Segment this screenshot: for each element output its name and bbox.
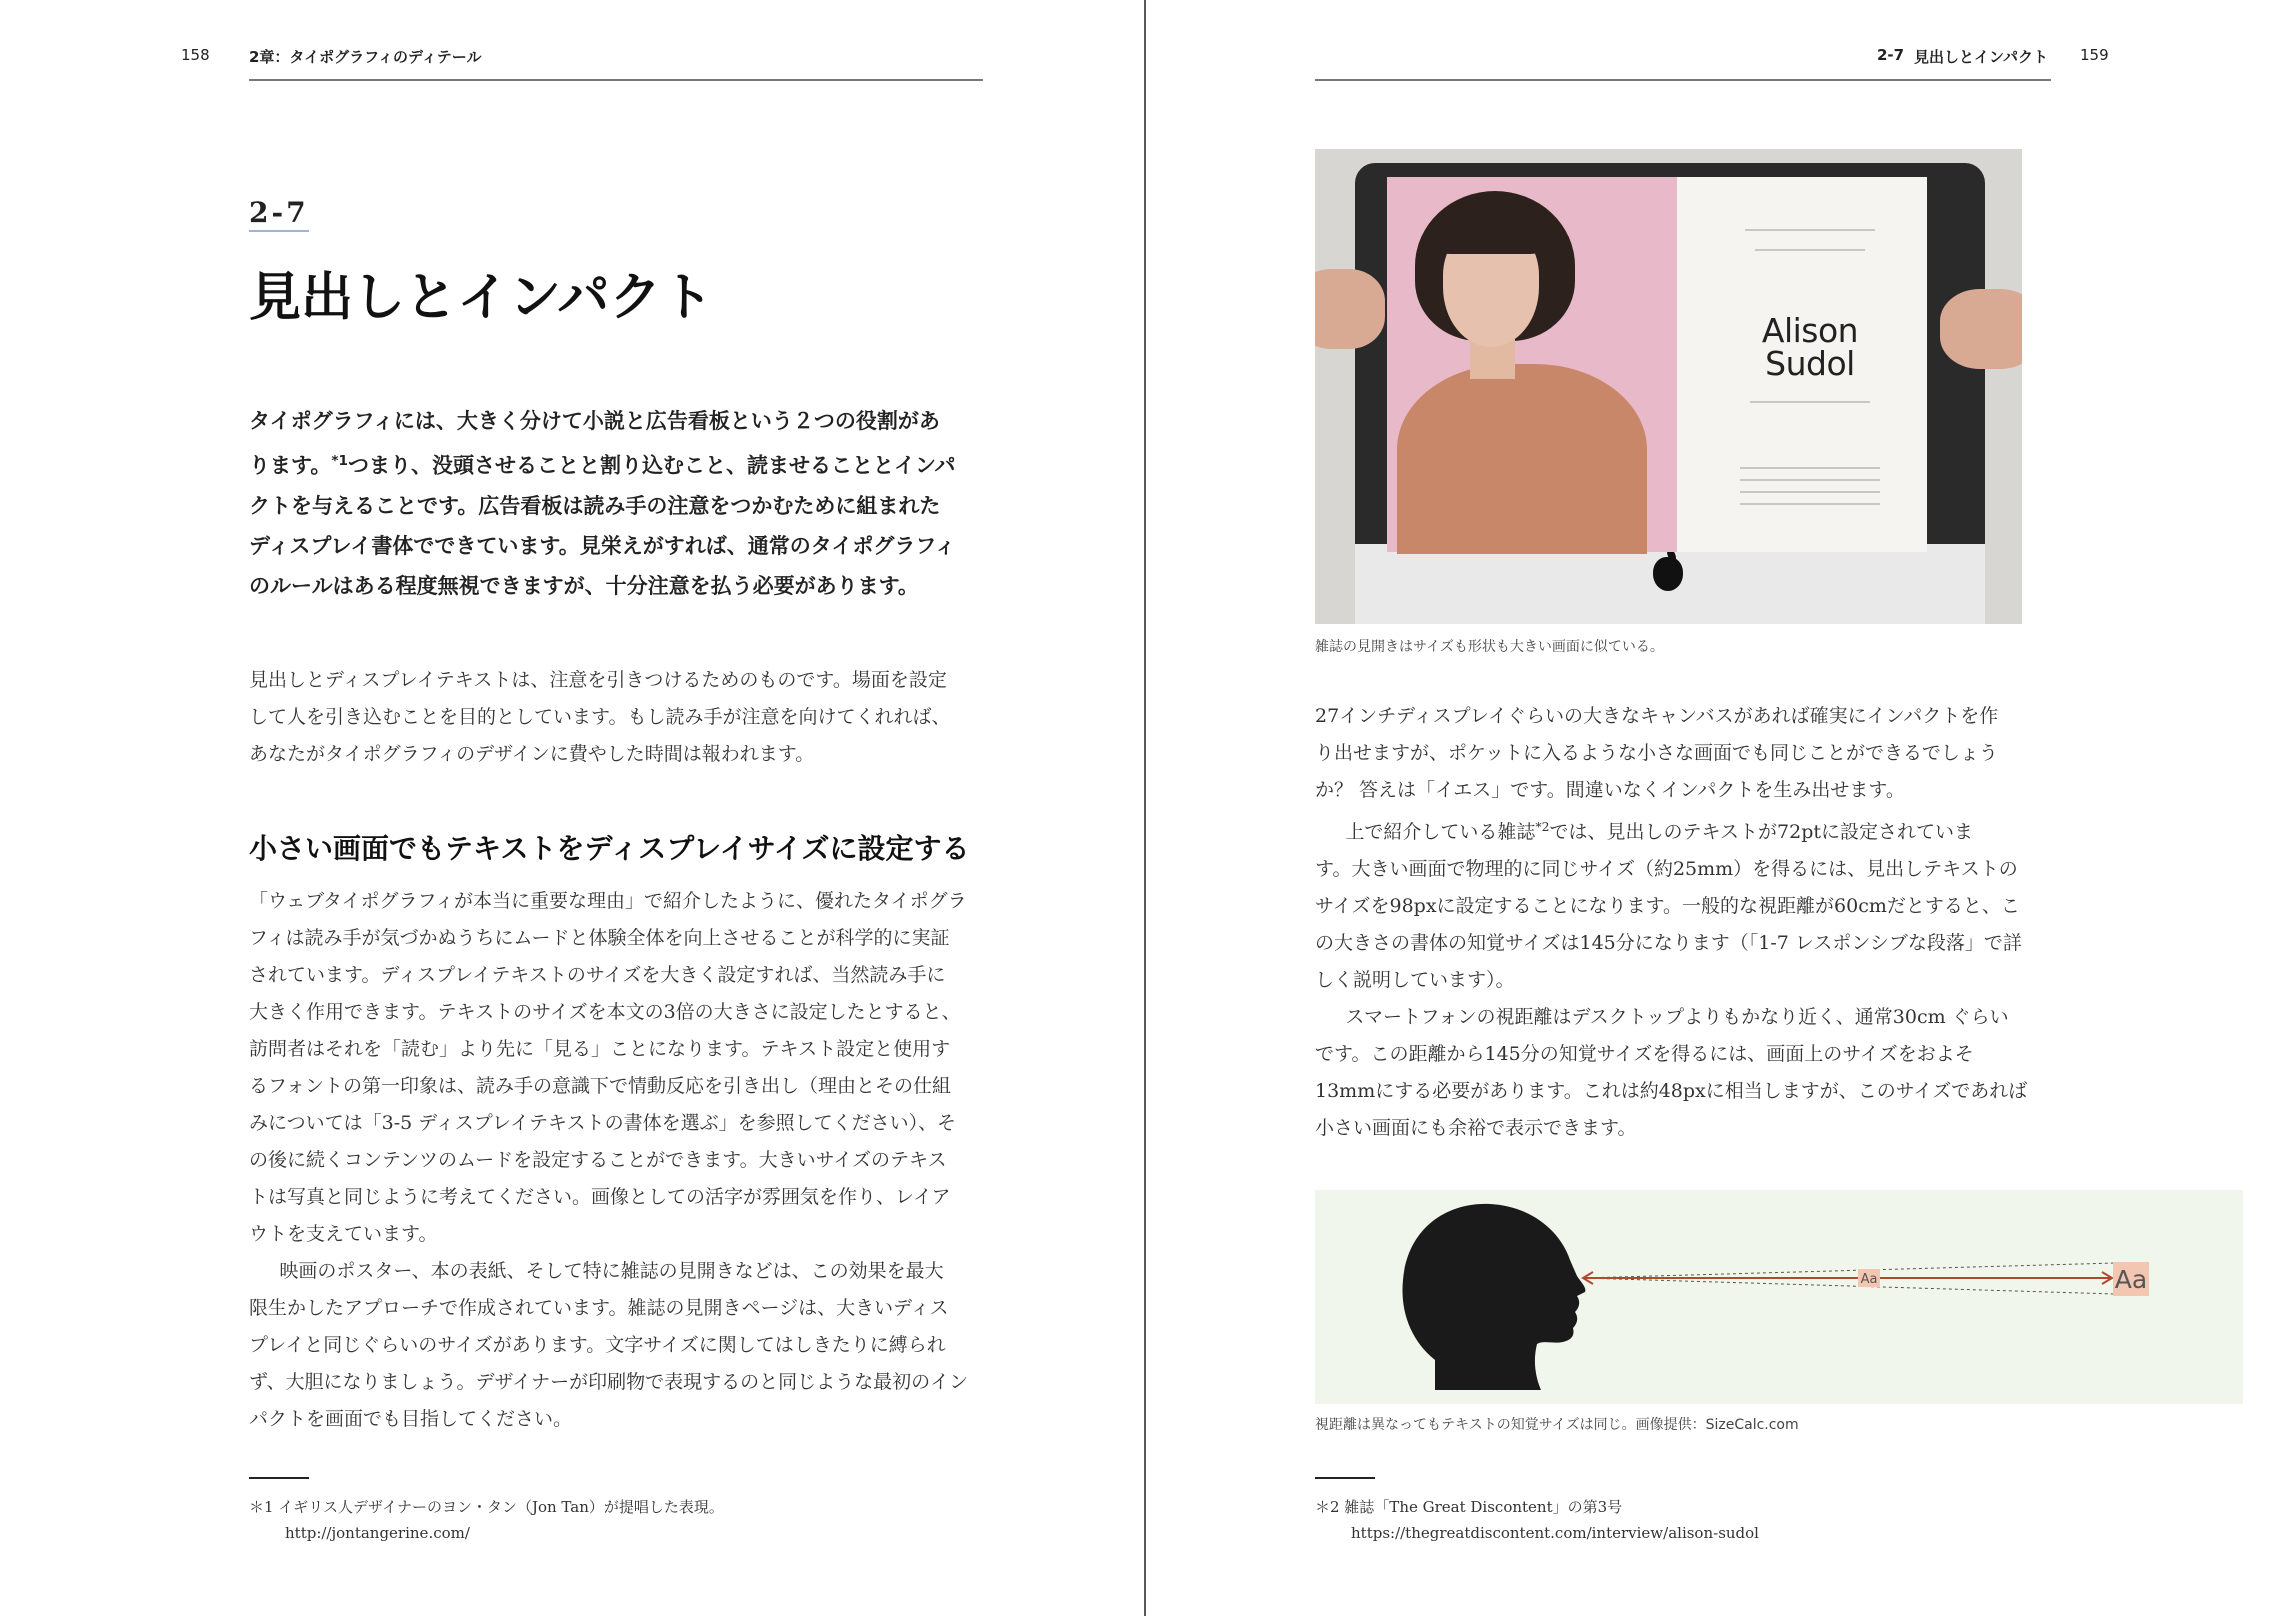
- page-number: 158: [181, 46, 210, 64]
- apple-logo-icon: [1653, 557, 1683, 591]
- section-title: 見出しとインパクト: [249, 267, 714, 328]
- magazine-text-line: [1740, 467, 1880, 469]
- footnote-ref-2[interactable]: *2: [1535, 820, 1550, 834]
- body-paragraph: 見出しとディスプレイテキストは、注意を引きつけるためのものです。場面を設定 して人を引き込むことを目的としています。もし読み手が注意を向けてくれれば、 あなたがタイポグラフィのデザインに費やした時間は報われます。: [249, 669, 951, 765]
- running-head: 2章：タイポグラフィのディテール: [249, 48, 482, 66]
- magazine-title: Alison Sudol: [1761, 311, 1859, 383]
- running-head: 見出しとインパクト: [1914, 48, 2048, 66]
- magazine-text-line: [1750, 401, 1870, 403]
- diagram-caption: 視距離は異なってもテキストの知覚サイズは同じ。画像提供：SizeCalc.com: [1315, 1417, 1799, 1433]
- header-rule: [1315, 79, 2051, 81]
- hand-left: [1315, 269, 1385, 349]
- footnote-2: ＊2 雑誌「The Great Discontent」の第3号 https://thegreatdiscontent.com/interview/alison-sudol: [1315, 1494, 1759, 1546]
- hand-right: [1940, 289, 2022, 369]
- subheading: 小さい画面でもテキストをディスプレイサイズに設定する: [249, 832, 970, 865]
- viewing-distance-diagram: [1315, 1190, 2243, 1404]
- magazine-text-line: [1740, 479, 1880, 481]
- sightline-lower: [1583, 1278, 2115, 1294]
- sightline-upper: [1583, 1263, 2115, 1278]
- near-text-label: Aa: [1860, 1272, 1878, 1287]
- body-paragraph: 「ウェブタイポグラフィが本当に重要な理由」で紹介したように、優れたタイポグラ フィは読み手が気づかぬうちにムードと体験全体を向上させることが科学的に実証 されています。ディスプレイテキストのサイズを大きく設定すれば、当然読み手に 大きく作用できます。テキストのサイズを本文の3倍の大きさに設定したとすると、 訪問者はそれを「読む」より先に「見る」ことになります。テキスト設定と使用す るフォントの第一印象は、読み手の意識下で情動反応を引き出し（理由とその仕組 みについては「3-5 ディスプレイテキストの書体を選ぶ」を参照してください）、そ の後に続くコンテンツのムードを設定することができます。大きいサイズのテキス トは写真と同じように考えてください。画像としての活字が雰囲気を作り、レイア ウトを支えています。 映画のポスター、本の表紙、そして特に雑誌の見開きなどは、この効果を最大 限生かしたアプローチで作成されています。雑誌の見開きページは、大きいディス プレイと同じぐらいのサイズがあります。文字サイズに関してはしきたりに縛られ ず、大胆になりましょう。デザイナーが印刷物で表現するのと同じような最初のイン パクトを画面でも目指してください。: [249, 890, 969, 1430]
- photo-caption: 雑誌の見開きはサイズも形状も大きい画面に似ている。: [1315, 639, 1664, 655]
- magazine-photo: [1315, 149, 2022, 624]
- running-head-number: 2-7: [1877, 46, 1905, 64]
- portrait-scarf: [1397, 364, 1647, 554]
- magazine-text-line: [1740, 503, 1880, 505]
- footnote-ref-1[interactable]: *1: [331, 453, 348, 469]
- magazine-text-line: [1745, 229, 1875, 231]
- left-page: [0, 0, 1144, 1616]
- head-silhouette-icon: [1402, 1204, 1585, 1390]
- body-paragraph: 27インチディスプレイぐらいの大きなキャンバスがあれば確実にインパクトを作 り出せますが、ポケットに入るような小さな画面でも同じことができるでしょう か？ 答えは「イエス」です。間違いなくインパクトを生み出せます。 上で紹介している雑誌$^{*2}$では、見出しのテキストが72ptに設定されていま す。大きい画面で物理的に同じサイズ（約25mm）を得るには、見出しテキストの サイズを98pxに設定することになります。一般的な視距離が60cmだとすると、こ の大きさの書体の知覚サイズは145分になります（「1-7 レスポンシブな段落」で詳 しく説明しています）。 スマートフォンの視距離はデスクトップよりもかなり近く、通常30cm ぐらい です。この距離から145分の知覚サイズを得るには、画面上のサイズをおよそ 13mmにする必要があります。これは約48pxに相当しますが、このサイズであれば 小さい画面にも余裕で表示できます。: [1315, 705, 2028, 1139]
- page-number: 159: [2080, 46, 2109, 64]
- magazine-text-line: [1740, 491, 1880, 493]
- footnote-rule: [249, 1477, 309, 1479]
- header-rule: [249, 79, 983, 81]
- footnote-link[interactable]: http://jontangerine.com/: [285, 1524, 470, 1542]
- magazine-text-line: [1755, 249, 1865, 251]
- footnote-1: ＊1 イギリス人デザイナーのヨン・タン（Jon Tan）が提唱した表現。 http://jontangerine.com/: [249, 1494, 724, 1546]
- far-text-label: Aa: [2114, 1265, 2148, 1294]
- intro-paragraph: タイポグラフィには、大きく分けて小説と広告看板という２つの役割があ ります。$^{*1}$つまり、没頭させることと割り込むこと、読ませることとインパ クトを与えることです。広告看板は読み手の注意をつかむために組まれた ディスプレイ書体でできています。見栄えがすれば、通常のタイポグラフィ のルールはある程度無視できますが、十分注意を払う必要があります。: [249, 409, 956, 598]
- portrait-bangs: [1440, 214, 1540, 254]
- footnote-rule: [1315, 1477, 1375, 1479]
- footnote-link[interactable]: https://thegreatdiscontent.com/interview/alison-sudol: [1351, 1524, 1759, 1542]
- section-number: 2-7: [249, 196, 309, 232]
- diagram-svg: [1315, 1190, 2243, 1404]
